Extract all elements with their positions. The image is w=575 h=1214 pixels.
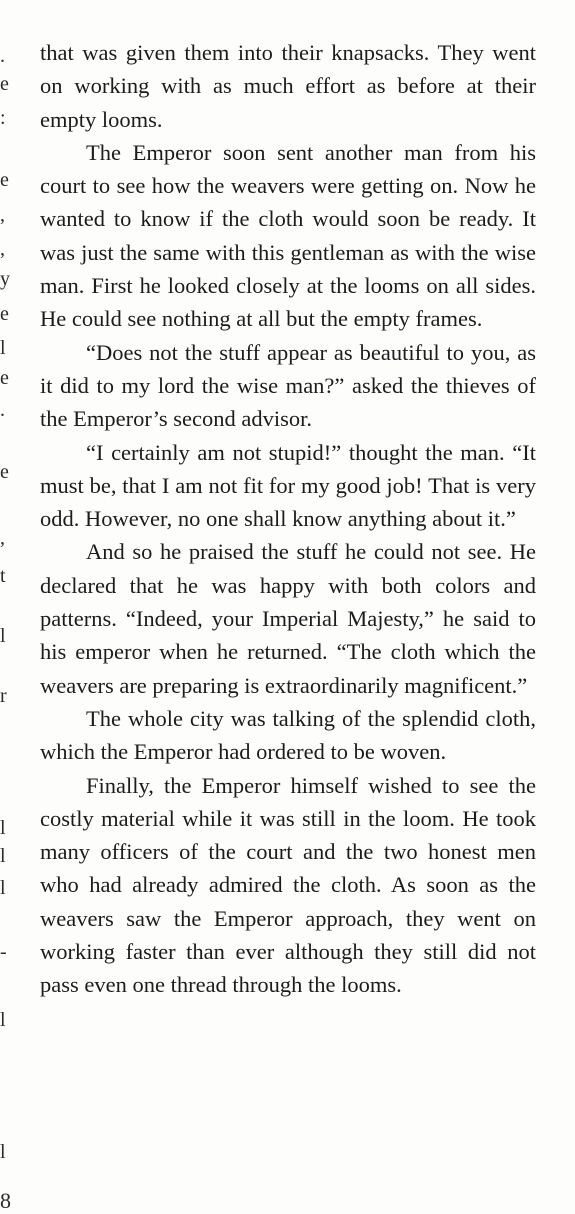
edge-char: e bbox=[0, 303, 9, 325]
edge-char: : bbox=[0, 107, 6, 129]
edge-char: e bbox=[0, 461, 9, 483]
paragraph: “Does not the stuff appear as beautiful to you, as it did to my lord the wise man?” asked the thieves of the Emperor’s second advisor. bbox=[40, 339, 536, 432]
edge-char: l bbox=[0, 877, 6, 899]
edge-char: l bbox=[0, 845, 6, 867]
edge-char: l bbox=[0, 625, 6, 647]
edge-char: r bbox=[0, 685, 7, 707]
edge-char: . bbox=[0, 399, 5, 421]
paragraph: And so he praised the stuff he could not see. He declared that he was happy with both colors and patterns. “Indeed, your Imperial Majesty,” he said to his emperor when he returned. “The cloth which the weavers are preparing is extraordinarily magnificent.” bbox=[40, 539, 536, 698]
edge-char: e bbox=[0, 169, 9, 191]
page-number: 8 bbox=[0, 1188, 11, 1213]
edge-char: e bbox=[0, 367, 9, 389]
edge-char: l bbox=[0, 337, 6, 359]
edge-char: , bbox=[0, 527, 5, 549]
edge-char: y bbox=[0, 268, 10, 290]
edge-char: , bbox=[0, 204, 5, 226]
edge-char: l bbox=[0, 1009, 6, 1031]
edge-char: l bbox=[0, 817, 6, 839]
edge-char: , bbox=[0, 238, 5, 260]
edge-char: - bbox=[0, 941, 7, 963]
edge-char: e bbox=[0, 73, 9, 95]
paragraph: “I certainly am not stupid!” thought the man. “It must be, that I am not fit for my good job! That is very odd. However, no one shall know anything about it.” bbox=[40, 439, 536, 532]
paragraph: The Emperor soon sent another man from his court to see how the weavers were getting on. Now he wanted to know if the cloth would soon be ready. It was just the same with this gentleman as with the wise man. First he looked closely at the looms on all sides. He could see nothing at all but the empty frames. bbox=[40, 139, 536, 332]
paragraph: that was given them into their knapsacks. They went on working with as much effort as before at their empty looms. bbox=[40, 40, 536, 132]
paragraph: Finally, the Emperor himself wished to see the costly material while it was still in the loom. He took many officers of the court and the two honest men who had already admired the cloth. As soon as the weavers saw the Emperor approach, they went on working faster than ever although they still did not pass even one thread through the looms. bbox=[40, 772, 536, 998]
edge-char: l bbox=[0, 1141, 6, 1163]
facing-page-edge bbox=[0, 0, 14, 1200]
edge-char: t bbox=[0, 565, 6, 587]
paragraph: The whole city was talking of the splendid cloth, which the Emperor had ordered to be woven. bbox=[40, 705, 536, 765]
edge-char: . bbox=[0, 45, 5, 67]
page-text bbox=[40, 36, 536, 1002]
